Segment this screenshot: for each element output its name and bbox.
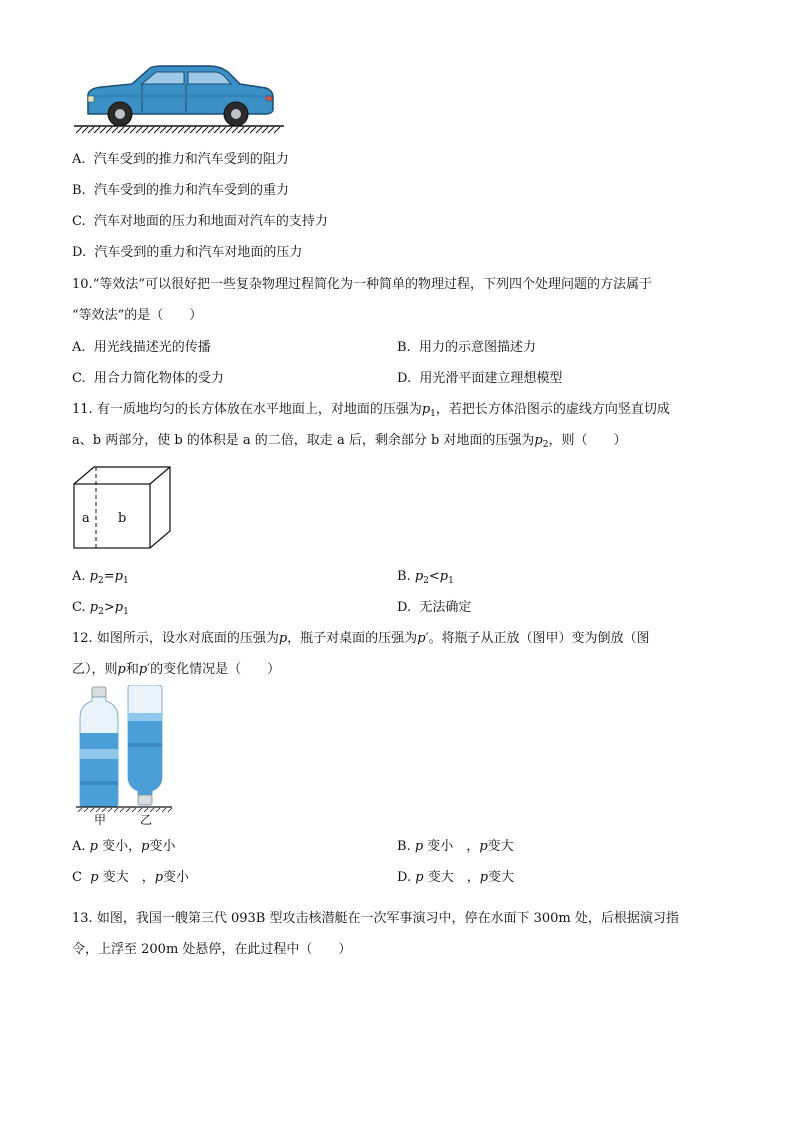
q9-option-d <box>72 246 302 259</box>
question-text: 如图所示，设水对底面的压强为 <box>96 631 279 646</box>
car-figure <box>70 62 290 138</box>
q12-option-c: C p 变大 ，p变小 <box>72 870 190 885</box>
option-letter: B. <box>397 340 411 355</box>
option-text: 用光线描述光的传播 <box>93 340 211 355</box>
q10-option-a <box>72 341 211 354</box>
question-text: a、b 两部分，使 b 的体积是 a 的二倍，取走 a 后，剩余部分 b 对地面的压强为 <box>72 433 535 448</box>
question-text: 。将瓶子从正放（图甲）变为倒放（图 <box>428 631 650 646</box>
option-letter: A. <box>72 569 86 584</box>
q12-stem-line1 <box>72 632 649 645</box>
option-text: 无法确定 <box>419 600 472 615</box>
q12-option-b: B. p 变小 ，p变大 <box>397 839 514 854</box>
question-number: 10. <box>72 277 93 292</box>
relation: > <box>103 600 115 615</box>
question-number: 13. <box>72 911 93 926</box>
bottle-label-right: 乙 <box>140 813 153 827</box>
car-illustration <box>70 62 290 138</box>
q13-stem-line1 <box>72 912 679 925</box>
question-text: ，若把长方体沿图示的虚线方向竖直切成 <box>435 402 670 417</box>
cuboid-figure <box>72 464 174 552</box>
option-text: 汽车受到的推力和汽车受到的重力 <box>93 183 289 198</box>
q9-option-c <box>72 215 328 228</box>
option-letter: A. <box>72 340 86 355</box>
question-text: 令，上浮至 200m 处悬停，在此过程中（ ） <box>72 942 352 957</box>
option-letter: D. <box>397 371 412 386</box>
var-p: p <box>421 402 431 417</box>
var-p: p <box>117 662 126 677</box>
option-text: 汽车受到的推力和汽车受到的阻力 <box>93 152 289 167</box>
q10-stem-line1 <box>72 278 652 291</box>
q9-option-b <box>72 184 289 197</box>
cuboid-diagram <box>72 464 174 552</box>
option-letter: A. <box>72 839 86 854</box>
option-letter: D. <box>397 600 412 615</box>
option-letter: C. <box>72 600 86 615</box>
bottles-figure <box>74 685 174 827</box>
var-p: p <box>278 631 288 646</box>
bottles-diagram <box>74 685 174 813</box>
q11-option-d <box>397 601 471 614</box>
var-p-prime: p′ <box>138 662 151 677</box>
q10-option-c <box>72 372 224 385</box>
question-number: 11. <box>72 402 93 417</box>
option-text: 用光滑平面建立理想模型 <box>419 371 563 386</box>
option-letter: B. <box>397 569 411 584</box>
question-text: 如图，我国一艘第三代 093B 型攻击核潜艇在一次军事演习中，停在水面下 300m 处，后根据演习指 <box>96 911 679 926</box>
question-text: 有一质地均匀的长方体放在水平地面上，对地面的压强为 <box>96 402 422 417</box>
option-letter: C. <box>72 371 86 386</box>
var-p-prime: p′ <box>417 631 429 646</box>
q10-stem-line2 <box>72 309 202 322</box>
question-text: 的变化情况是（ ） <box>150 662 281 677</box>
q12-option-d: D. p 变大 ，p变大 <box>397 870 515 885</box>
q9-option-a <box>72 153 289 166</box>
option-letter: C. <box>72 214 86 229</box>
option-letter: A. <box>72 152 86 167</box>
var-p: p <box>534 433 543 448</box>
relation: = <box>103 569 115 584</box>
question-number: 12. <box>72 631 93 646</box>
question-text: ，则（ ） <box>548 433 627 448</box>
question-text: ，瓶子对桌面的压强为 <box>287 631 418 646</box>
q13-stem-line2 <box>72 943 351 956</box>
option-letter: D. <box>72 245 87 260</box>
question-text: 乙），则 <box>72 662 118 677</box>
option-letter: B. <box>72 183 86 198</box>
cuboid-label-a: a <box>82 511 90 526</box>
q11-option-c: C. $p_2>p_1$ <box>72 600 129 617</box>
option-text: 汽车受到的重力和汽车对地面的压力 <box>94 245 303 260</box>
option-letter: B. <box>397 839 411 854</box>
q12-option-a: A. p 变小，p变小 <box>72 839 176 854</box>
q11-option-b: B. $p_2<p_1$ <box>397 569 454 586</box>
question-text: “等效法”可以很好把一些复杂物理过程简化为一种简单的物理过程，下列四个处理问题的方法属于 <box>92 277 652 292</box>
relation: < <box>428 569 440 584</box>
cuboid-label-b: b <box>118 511 127 526</box>
q10-option-b <box>397 341 536 354</box>
option-letter: D. <box>397 870 412 885</box>
option-text: 用力的示意图描述力 <box>418 340 536 355</box>
q10-option-d <box>397 372 562 385</box>
bottle-label-left: 甲 <box>94 813 107 827</box>
q11-stem-line2 <box>72 434 627 450</box>
subscript: 1 <box>430 409 436 419</box>
option-text: 汽车对地面的压力和地面对汽车的支持力 <box>93 214 328 229</box>
question-text: 和 <box>125 662 139 677</box>
option-text: 用合力简化物体的受力 <box>93 371 224 386</box>
question-text: “等效法”的是（ ） <box>72 308 203 323</box>
q11-stem-line1 <box>72 403 670 419</box>
subscript: 2 <box>542 440 549 450</box>
q12-stem-line2 <box>72 663 280 676</box>
option-letter: C <box>72 870 82 885</box>
q11-option-a: A. $p_2=p_1$ <box>72 569 129 586</box>
